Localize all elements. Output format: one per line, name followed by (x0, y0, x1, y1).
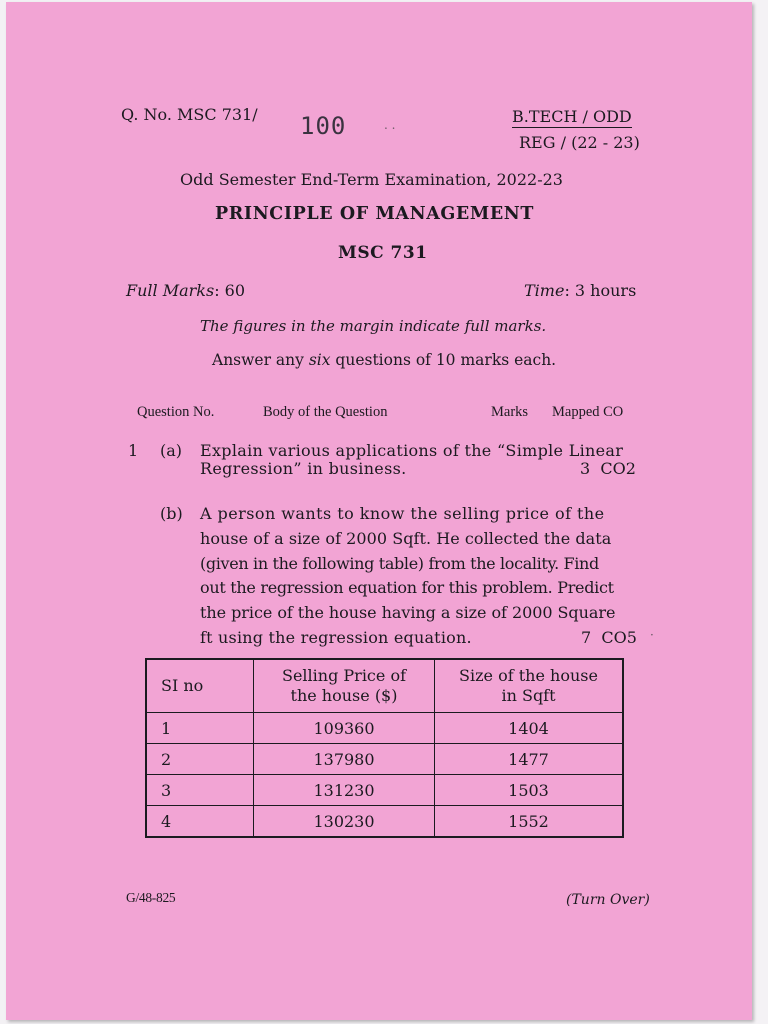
column-header-marks: Marks (491, 404, 529, 420)
cell-si-no: 4 (146, 806, 254, 838)
part-b-text-line: (given in the following table) from the locality. Find (200, 554, 599, 573)
header-house-size-line: Size of the house (459, 666, 598, 685)
table-row (146, 744, 623, 775)
course-code: MSC 731 (338, 243, 428, 263)
part-b-text-line: out the regression equation for this problem. Predict (200, 578, 614, 597)
instruction-answer-six (212, 351, 556, 369)
cell-si-no: 3 (146, 775, 254, 806)
time-value: : 3 hours (564, 281, 637, 300)
part-b-label: (b) (160, 504, 183, 523)
house-price-table (145, 658, 624, 838)
header-selling-price-line: Selling Price of (281, 666, 406, 685)
part-a-marks-co (580, 459, 636, 478)
header-selling-price-line: the house ($) (290, 686, 398, 705)
full-marks (126, 281, 245, 300)
full-marks-value: : 60 (214, 281, 246, 300)
header-si-no: SI no (146, 659, 254, 713)
scan-edge (752, 0, 768, 1024)
column-header-body: Body of the Question (263, 404, 388, 420)
part-b-marks: 7 (581, 628, 592, 647)
column-header-mapped-co: Mapped CO (552, 404, 624, 420)
header-house-size (435, 659, 624, 713)
full-marks-label: Full Marks (126, 281, 215, 300)
handwritten-number: 100 (300, 112, 347, 140)
header-selling-price (254, 659, 435, 713)
instruction-text-pre: Answer any (212, 351, 309, 369)
stray-dots: . . (384, 118, 396, 132)
part-a-text-line: Explain various applications of the “Simple Linear (200, 441, 624, 460)
program-label: B.TECH / ODD (512, 107, 632, 126)
table-row (146, 806, 623, 838)
instruction-emphasis: six (308, 351, 331, 369)
subject-title: PRINCIPLE OF MANAGEMENT (215, 204, 534, 224)
part-b-text-line: ft using the regression equation. (200, 628, 472, 647)
column-header-question-no: Question No. (137, 404, 215, 420)
cell-selling-price: 130230 (254, 806, 435, 838)
part-b-co: CO5 (601, 628, 637, 647)
cell-house-size: 1477 (435, 744, 624, 775)
cell-house-size: 1404 (435, 713, 624, 744)
stray-dot: · (650, 628, 654, 642)
exam-title: Odd Semester End-Term Examination, 2022-23 (180, 170, 563, 189)
part-a-label: (a) (160, 441, 183, 460)
question-paper-number: Q. No. MSC 731/ (121, 105, 258, 124)
instruction-margin-marks: The figures in the margin indicate full marks. (200, 317, 547, 335)
cell-selling-price: 137980 (254, 744, 435, 775)
table-header-row (146, 659, 623, 713)
cell-si-no: 2 (146, 744, 254, 775)
turn-over-note: (Turn Over) (566, 892, 650, 908)
exam-time (524, 281, 636, 300)
part-b-marks-co (581, 628, 637, 647)
cell-si-no: 1 (146, 713, 254, 744)
part-b-text-line: the price of the house having a size of 2000 Square (200, 603, 616, 622)
cell-selling-price: 109360 (254, 713, 435, 744)
paper-code: G/48-825 (126, 890, 176, 905)
part-b-text-line: A person wants to know the selling price of the (200, 504, 605, 523)
table-row (146, 713, 623, 744)
part-a-text-line: Regression” in business. (200, 459, 407, 478)
part-a-co: CO2 (600, 459, 636, 478)
cell-house-size: 1552 (435, 806, 624, 838)
cell-house-size: 1503 (435, 775, 624, 806)
table-row (146, 775, 623, 806)
part-b-text-line: house of a size of 2000 Sqft. He collected the data (200, 529, 612, 548)
header-house-size-line: in Sqft (501, 686, 556, 705)
question-number: 1 (128, 441, 139, 460)
instruction-text-post: questions of 10 marks each. (330, 351, 557, 369)
time-label: Time (524, 281, 565, 300)
regulation-label: REG / (22 - 23) (519, 133, 640, 152)
part-a-marks: 3 (580, 459, 591, 478)
cell-selling-price: 131230 (254, 775, 435, 806)
